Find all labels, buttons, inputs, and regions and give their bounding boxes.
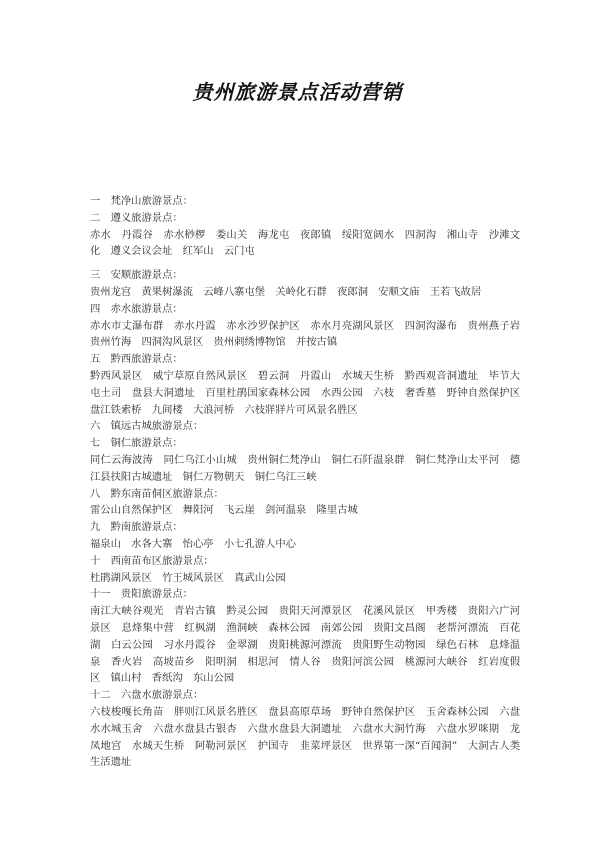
section-body: 福泉山 水各大寨 怡心亭 小七孔游人中心 <box>90 537 296 550</box>
section-body: 贵州龙宫 黄果树瀑流 云峰八寨屯堡 关岭化石群 夜郎洞 安顺文庙 王若飞故居 <box>90 285 482 298</box>
section-xinan <box>90 553 520 587</box>
section-qiandongnan <box>90 486 520 520</box>
section-heading: 十一 贵阳旅游景点： <box>90 588 193 601</box>
section-body: 杜鹃湖风景区 竹王城风景区 真武山公园 <box>90 571 286 584</box>
section-zunyi <box>90 210 520 260</box>
section-heading: 九 黔南旅游景点： <box>90 521 183 534</box>
section-heading: 二 遵义旅游景点： <box>90 211 183 224</box>
section-fanjingshan <box>90 193 520 210</box>
section-guiyang <box>90 586 520 687</box>
section-body: 南江大峡谷观光 青岩古镇 黔灵公园 贵阳天河潭景区 花溪风景区 甲秀楼 贵阳六广河景区 息烽集中营 红枫湖 渔洞峡 森林公园 南郊公园 贵阳文昌阁 老帮河漂流 百花湖 白云公园 习水丹霞谷 金翠湖 贵阳桃源河漂流 贵阳野生动物园 绿色石林 息烽温泉 香火岩 高坡苗乡 阳明洞 相思河 情人谷 贵阳河滨公园 桃源河大峡谷 红岩度假区 镇山村 香纸沟 东山公园 <box>90 605 520 685</box>
section-heading: 六 镇远古城旅游景点： <box>90 420 204 433</box>
section-heading: 十 西南苗布区旅游景点： <box>90 554 214 567</box>
section-heading: 八 黔东南苗侗区旅游景点： <box>90 487 224 500</box>
section-body: 六枝梭嘎长角苗 胖则江风景名胜区 盘县高原草场 野钟自然保护区 玉舍森林公园 六盘水水城玉舍 六盘水盘县古银杏 六盘水盘县大洞遗址 六盘水大洞竹海 六盘水罗咪期 龙凤地宫 水城天生桥 阿勒河景区 护国寺 韭菜坪景区 世界第一深“百闻洞” 大洞古人类生活遗址 <box>90 705 520 769</box>
section-zhenyuan <box>90 418 520 435</box>
section-liupanshui <box>90 687 520 771</box>
section-heading: 七 铜仁旅游景点： <box>90 437 183 450</box>
section-heading: 四 赤水旅游景点： <box>90 302 183 315</box>
section-heading: 三 安顺旅游景点： <box>90 269 183 282</box>
section-body: 雷公山自然保护区 舞阳河 飞云崖 剑河温泉 隆里古城 <box>90 504 358 517</box>
section-body: 赤水 丹霞谷 赤水桫椤 娄山关 海龙屯 夜郎镇 绥阳宽阔水 四洞沟 湘山寺 沙滩文化 遵义会议会址 红军山 云门屯 <box>90 228 520 258</box>
section-heading: 一 梵净山旅游景点： <box>90 195 193 207</box>
page-title: 贵州旅游景点活动营销 <box>192 80 403 104</box>
section-heading: 十二 六盘水旅游景点： <box>90 689 204 702</box>
section-heading: 五 黔西旅游景点： <box>90 353 183 366</box>
section-qiannan <box>90 519 520 553</box>
section-chishui <box>90 301 531 351</box>
section-anshun <box>90 267 520 301</box>
section-body: 赤水市丈瀑布群 赤水丹霞 赤水沙罗保护区 赤水月亮湖风景区 四洞沟瀑布 贵州燕子岩 贵州竹海 四洞沟风景区 贵州刺绣博物馆 并按古镇 <box>90 319 531 349</box>
section-tongren <box>90 435 520 485</box>
section-qianxi <box>90 351 531 418</box>
section-body: 黔西风景区 威宁草原自然风景区 碧云洞 丹霞山 水城天生桥 黔西观音洞遗址 毕节大屯土司 盘县大洞遗址 百里杜鹃国家森林公园 水西公园 六枝 奢香墓 野钟自然保护区 盘江铁索桥 九间楼 大浪河桥 六枝牂牂片可风景名胜区 <box>90 369 531 416</box>
section-body: 同仁云海波涛 同仁乌江小山城 贵州铜仁梵净山 铜仁石阡温泉群 铜仁梵净山太平河 德江县扶阳古城遗址 铜仁万物朝天 铜仁乌江三峡 <box>90 453 520 483</box>
document-body <box>90 193 531 771</box>
